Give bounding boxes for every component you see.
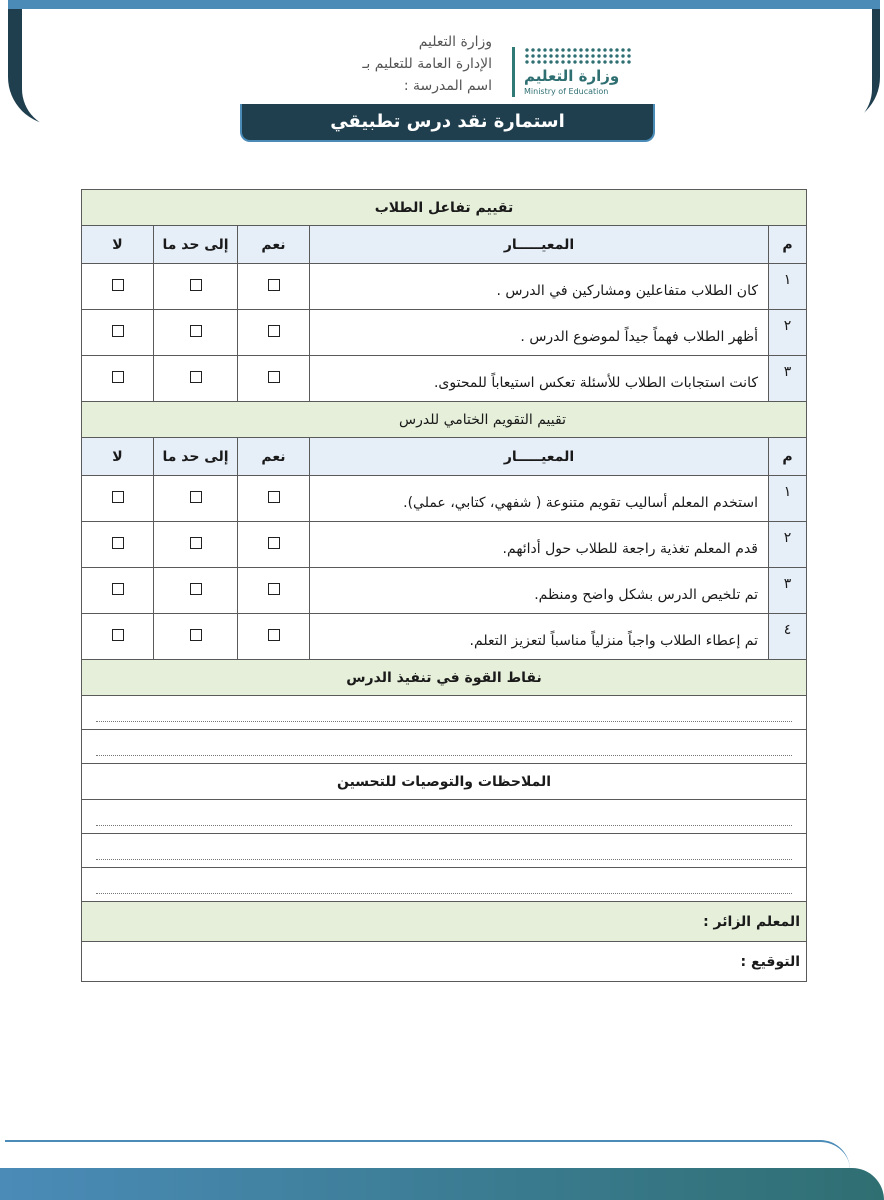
- strengths-line-2[interactable]: [82, 730, 807, 764]
- criterion-text: قدم المعلم تغذية راجعة للطلاب حول أدائهم.: [310, 522, 769, 568]
- school-name-label: اسم المدرسة :: [403, 78, 492, 94]
- ministry-logo: [512, 41, 662, 103]
- recommendations-title: الملاحظات والتوصيات للتحسين: [82, 764, 807, 800]
- col-yes: نعم: [238, 438, 310, 476]
- criterion-text: تم إعطاء الطلاب واجباً منزلياً مناسباً لتعزيز التعلم.: [310, 614, 769, 660]
- checkbox-no[interactable]: [112, 583, 124, 595]
- evaluation-table: [81, 189, 807, 982]
- row-number: ١: [769, 264, 807, 310]
- col-no: لا: [82, 438, 154, 476]
- criterion-text: أظهر الطلاب فهماً جيداً لموضوع الدرس .: [310, 310, 769, 356]
- checkbox-no[interactable]: [112, 371, 124, 383]
- table-row: [82, 356, 807, 402]
- table-row: [82, 264, 807, 310]
- checkbox-yes[interactable]: [268, 583, 280, 595]
- logo-bar: [512, 47, 515, 97]
- checkbox-somewhat[interactable]: [190, 491, 202, 503]
- strengths-title: نقاط القوة في تنفيذ الدرس: [82, 660, 807, 696]
- footer-band: [0, 1168, 884, 1200]
- col-somewhat: إلى حد ما: [154, 226, 238, 264]
- col-yes: نعم: [238, 226, 310, 264]
- checkbox-somewhat[interactable]: [190, 325, 202, 337]
- section2-header-row: [82, 438, 807, 476]
- recommendations-line-2[interactable]: [82, 834, 807, 868]
- col-num: م: [769, 438, 807, 476]
- checkbox-somewhat[interactable]: [190, 537, 202, 549]
- visitor-teacher-field[interactable]: المعلم الزائر :: [82, 902, 807, 942]
- checkbox-no[interactable]: [112, 629, 124, 641]
- checkbox-no[interactable]: [112, 537, 124, 549]
- checkbox-no[interactable]: [112, 491, 124, 503]
- logo-dots-icon: [524, 47, 632, 65]
- criterion-text: كانت استجابات الطلاب للأسئلة تعكس استيعاباً للمحتوى.: [310, 356, 769, 402]
- checkbox-no[interactable]: [112, 325, 124, 337]
- checkbox-somewhat[interactable]: [190, 371, 202, 383]
- logo-arabic-text: وزارة التعليم: [524, 67, 620, 85]
- ministry-name: وزارة التعليم: [418, 34, 492, 50]
- footer-line: [5, 1140, 850, 1170]
- col-no: لا: [82, 226, 154, 264]
- criterion-text: استخدم المعلم أساليب تقويم متنوعة ( شفهي، كتابي، عملي).: [310, 476, 769, 522]
- checkbox-no[interactable]: [112, 279, 124, 291]
- col-somewhat: إلى حد ما: [154, 438, 238, 476]
- row-number: ٣: [769, 568, 807, 614]
- row-number: ١: [769, 476, 807, 522]
- checkbox-yes[interactable]: [268, 537, 280, 549]
- row-number: ٤: [769, 614, 807, 660]
- directorate-name: الإدارة العامة للتعليم بـ: [362, 56, 492, 72]
- strengths-line-1[interactable]: [82, 696, 807, 730]
- col-criterion: المعيـــــار: [310, 438, 769, 476]
- checkbox-yes[interactable]: [268, 279, 280, 291]
- col-criterion: المعيـــــار: [310, 226, 769, 264]
- checkbox-somewhat[interactable]: [190, 629, 202, 641]
- signature-field[interactable]: التوقيع :: [82, 942, 807, 982]
- checkbox-yes[interactable]: [268, 325, 280, 337]
- table-row: [82, 476, 807, 522]
- table-row: [82, 310, 807, 356]
- checkbox-yes[interactable]: [268, 491, 280, 503]
- section2-title: تقييم التقويم الختامي للدرس: [82, 402, 807, 438]
- table-row: [82, 522, 807, 568]
- col-num: م: [769, 226, 807, 264]
- logo-english-text: Ministry of Education: [524, 87, 609, 96]
- checkbox-yes[interactable]: [268, 629, 280, 641]
- section1-header-row: [82, 226, 807, 264]
- table-row: [82, 568, 807, 614]
- recommendations-line-1[interactable]: [82, 800, 807, 834]
- criterion-text: تم تلخيص الدرس بشكل واضح ومنظم.: [310, 568, 769, 614]
- checkbox-yes[interactable]: [268, 371, 280, 383]
- recommendations-line-3[interactable]: [82, 868, 807, 902]
- row-number: ٢: [769, 310, 807, 356]
- header-text: [362, 31, 492, 97]
- section1-title: تقييم تفاعل الطلاب: [82, 190, 807, 226]
- row-number: ٢: [769, 522, 807, 568]
- criterion-text: كان الطلاب متفاعلين ومشاركين في الدرس .: [310, 264, 769, 310]
- row-number: ٣: [769, 356, 807, 402]
- checkbox-somewhat[interactable]: [190, 279, 202, 291]
- checkbox-somewhat[interactable]: [190, 583, 202, 595]
- form-title: استمارة نقد درس تطبيقي: [240, 104, 655, 142]
- table-row: [82, 614, 807, 660]
